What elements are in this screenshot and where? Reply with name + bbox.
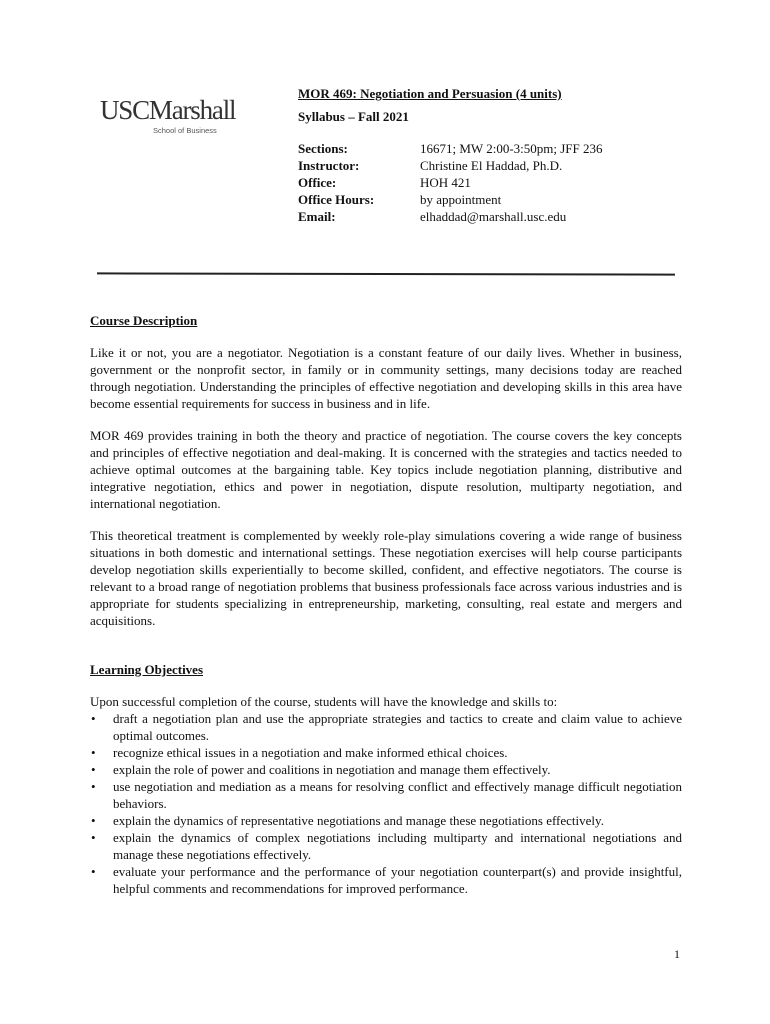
objectives-intro: Upon successful completion of the course, students will have the knowledge and skills to: — [90, 694, 558, 709]
syllabus-header — [298, 85, 698, 225]
usc-marshall-logo — [100, 96, 250, 135]
info-label: Office Hours: — [298, 192, 375, 207]
list-item: • explain the dynamics of complex negotiations including multiparty and international negotiations and manage these negotiations effectively. — [90, 829, 682, 863]
list-item: • use negotiation and mediation as a means for resolving conflict and effectively manage difficult negotiation behaviors. — [90, 778, 682, 812]
course-title: MOR 469: Negotiation and Persuasion (4 units) — [298, 86, 562, 101]
list-item: • explain the dynamics of representative negotiations and manage these negotiations effectively. — [90, 812, 682, 829]
info-row-sections — [298, 140, 698, 157]
course-description-heading: Course Description — [90, 313, 198, 328]
page-number: 1 — [674, 947, 680, 961]
list-item: • explain the role of power and coalitions in negotiation and manage them effectively. — [90, 761, 682, 778]
info-value: HOH 421 — [420, 175, 471, 190]
description-paragraph: This theoretical treatment is complemented by weekly role-play simulations covering a wide range of business situations in both domestic and international settings. These negotiation exercises will help course participants develop negotiation skills experientially to become skilled, confident, and effective negotiators. The course is relevant to a broad range of negotiation problems that business professionals face across various industries and is appropriate for students specializing in entrepreneurship, marketing, consulting, real estate and mergers and acquisitions. — [90, 528, 682, 628]
header-divider — [97, 272, 675, 275]
info-row-email — [298, 208, 698, 225]
list-item: • evaluate your performance and the performance of your negotiation counterpart(s) and provide insightful, helpful comments and recommendations for improved performance. — [90, 863, 682, 897]
info-label: Sections: — [298, 141, 348, 156]
info-row-office — [298, 174, 698, 191]
syllabus-body — [90, 312, 682, 897]
course-info-table — [298, 140, 698, 225]
description-paragraph: MOR 469 provides training in both the theory and practice of negotiation. The course covers the key concepts and principles of effective negotiation and deal-making. It is concerned with the strategies and tactics needed to achieve optimal outcomes at the bargaining table. Key topics include negotiation planning, distributive and integrative negotiation, ethics and power in negotiation, dispute resolution, multiparty negotiation, and international negotiation. — [90, 428, 682, 511]
info-label: Email: — [298, 209, 336, 224]
list-item: • draft a negotiation plan and use the appropriate strategies and tactics to create and claim value to achieve optimal outcomes. — [90, 710, 682, 744]
description-paragraph: Like it or not, you are a negotiator. Negotiation is a constant feature of our daily lives. Whether in business, government or the nonprofit sector, in family or in community settings, many decisions today are reached through negotiation. Understanding the principles of effective negotiation and developing skills in this area have become essential requirements for success in business and in life. — [90, 345, 682, 411]
info-value: by appointment — [420, 192, 502, 207]
info-row-instructor — [298, 157, 698, 174]
logo-wordmark: USCMarshall — [100, 95, 236, 125]
info-value: Christine El Haddad, Ph.D. — [420, 158, 563, 173]
info-row-office-hours — [298, 191, 698, 208]
logo-subtitle: School of Business — [153, 126, 217, 135]
info-value: 16671; MW 2:00-3:50pm; JFF 236 — [420, 141, 603, 156]
list-item: • recognize ethical issues in a negotiation and make informed ethical choices. — [90, 744, 682, 761]
info-label: Instructor: — [298, 158, 360, 173]
email-link[interactable]: elhaddad@marshall.usc.edu — [420, 209, 567, 224]
objectives-list — [90, 710, 682, 897]
syllabus-term: Syllabus – Fall 2021 — [298, 109, 409, 124]
learning-objectives-heading: Learning Objectives — [90, 662, 204, 677]
info-label: Office: — [298, 175, 337, 190]
